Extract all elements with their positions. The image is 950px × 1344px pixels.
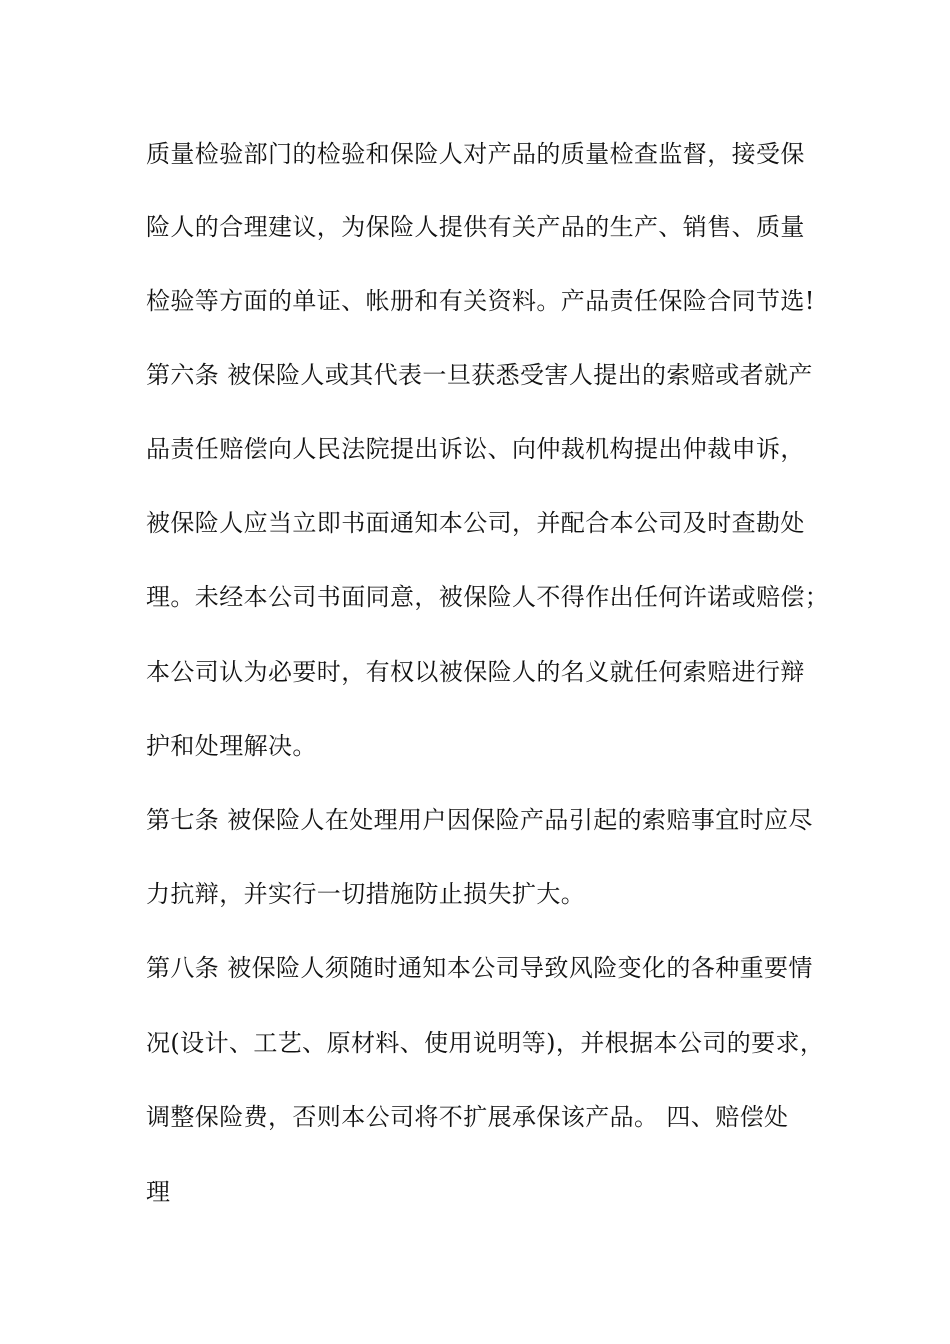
text-line: 险人的合理建议，为保险人提供有关产品的生产、销售、质量 — [146, 213, 805, 241]
text-line: 被保险人应当立即书面通知本公司，并配合本公司及时查勘处 — [146, 509, 805, 537]
text-line: 检验等方面的单证、帐册和有关资料。产品责任保险合同节选! — [146, 287, 815, 315]
text-line: 理。未经本公司书面同意，被保险人不得作出任何许诺或赔偿； — [146, 583, 830, 611]
text-line: 理 — [146, 1178, 171, 1206]
text-line: 品责任赔偿向人民法院提出诉讼、向仲裁机构提出仲裁申诉， — [146, 435, 805, 463]
text-line: 护和处理解决。 — [146, 732, 317, 760]
text-line: 况(设计、工艺、原材料、使用说明等)，并根据本公司的要求， — [146, 1029, 825, 1057]
text-line: 第七条 被保险人在处理用户因保险产品引起的索赔事宜时应尽 — [146, 806, 813, 834]
text-line: 调整保险费，否则本公司将不扩展承保该产品。 四、赔偿处 — [146, 1103, 789, 1131]
text-line: 质量检验部门的检验和保险人对产品的质量检查监督，接受保 — [146, 140, 805, 168]
text-line: 第八条 被保险人须随时通知本公司导致风险变化的各种重要情 — [146, 954, 813, 982]
text-line: 第六条 被保险人或其代表一旦获悉受害人提出的索赔或者就产 — [146, 361, 813, 389]
text-line: 本公司认为必要时，有权以被保险人的名义就任何索赔进行辩 — [146, 658, 805, 686]
text-line: 力抗辩，并实行一切措施防止损失扩大。 — [146, 880, 586, 908]
